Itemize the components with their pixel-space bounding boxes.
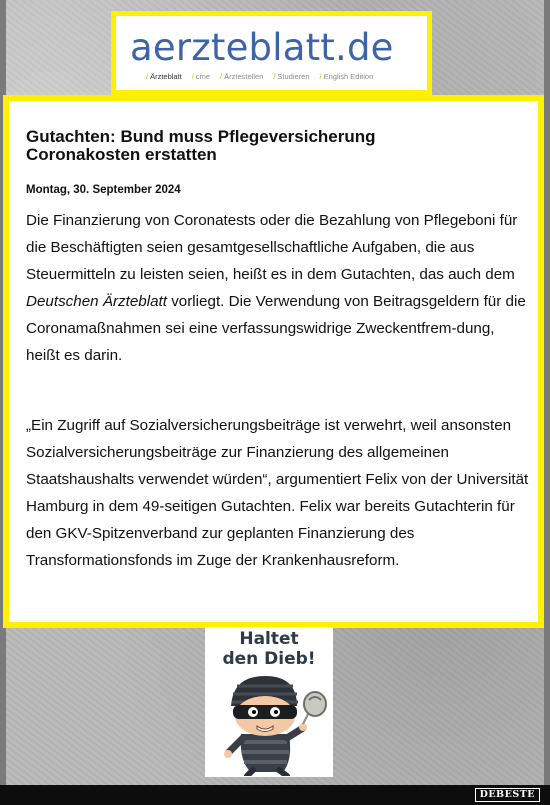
- article-paragraph-2: „Ein Zugriff auf Sozialversicherungsbeiträge ist verwehrt, weil ansonsten Sozialversicherungsbeiträge zur Finanzierung des allgemeinen Staatshaushalts verwendet würden“, argumentiert Felix von der Universität Hamburg in dem 49-seitigen Gutachten. Felix war bereits Gutachterin für den GKV-Spitzenverband zur geplanten Finanzierung des Transformationsfonds im Zuge der Krankenhausreform.: [26, 417, 529, 569]
- watermark-badge: DEBESTE: [475, 788, 540, 802]
- right-frame-edge: [544, 0, 550, 785]
- article-paragraph-1: [26, 207, 531, 369]
- headline-line-2: Coronakosten erstatten: [26, 145, 217, 164]
- bottom-bar: [0, 785, 550, 805]
- sticker-line-1: Haltet: [239, 629, 299, 649]
- thief-sticker: [205, 627, 333, 777]
- article-box: [3, 95, 544, 628]
- nav-item-english-edition[interactable]: / English Edition: [319, 72, 374, 81]
- thief-illustration-icon: [211, 672, 327, 776]
- headline-line-1: Gutachten: Bund muss Pflegeversicherung: [26, 127, 376, 146]
- paragraph-1-text-b: vorliegt. Die Verwendung von Beitragsgeldern für die Coronamaßnahmen sei eine verfassungswidrige Zweckentfrem-dung, heißt es darin.: [26, 293, 526, 364]
- paragraph-1-emphasis: Deutschen Ärzteblatt: [26, 293, 167, 310]
- site-logo-box[interactable]: [111, 11, 432, 95]
- nav-item-studieren[interactable]: / Studieren: [273, 72, 310, 81]
- sticker-caption: [205, 629, 333, 669]
- nav-item-aerzteblatt[interactable]: / Ärzteblatt: [146, 72, 182, 81]
- paragraph-1-text-a: Die Finanzierung von Coronatests oder die Bezahlung von Pflegeboni für die Beschäftigten seien gesamtgesellschaftliche Aufgaben, die aus Steuermitteln zu leisten seien, heißt es in dem Gutachten, das auch dem: [26, 212, 518, 283]
- article-date: Montag, 30. September 2024: [26, 184, 181, 196]
- sticker-line-2: den Dieb!: [222, 649, 316, 669]
- nav-item-cme[interactable]: / cme: [191, 72, 211, 81]
- logo-nav: [146, 72, 373, 81]
- nav-item-aerztestellen[interactable]: / Ärztestellen: [220, 72, 264, 81]
- article-headline: [26, 128, 506, 164]
- site-logo-text[interactable]: aerzteblatt.de: [130, 26, 394, 69]
